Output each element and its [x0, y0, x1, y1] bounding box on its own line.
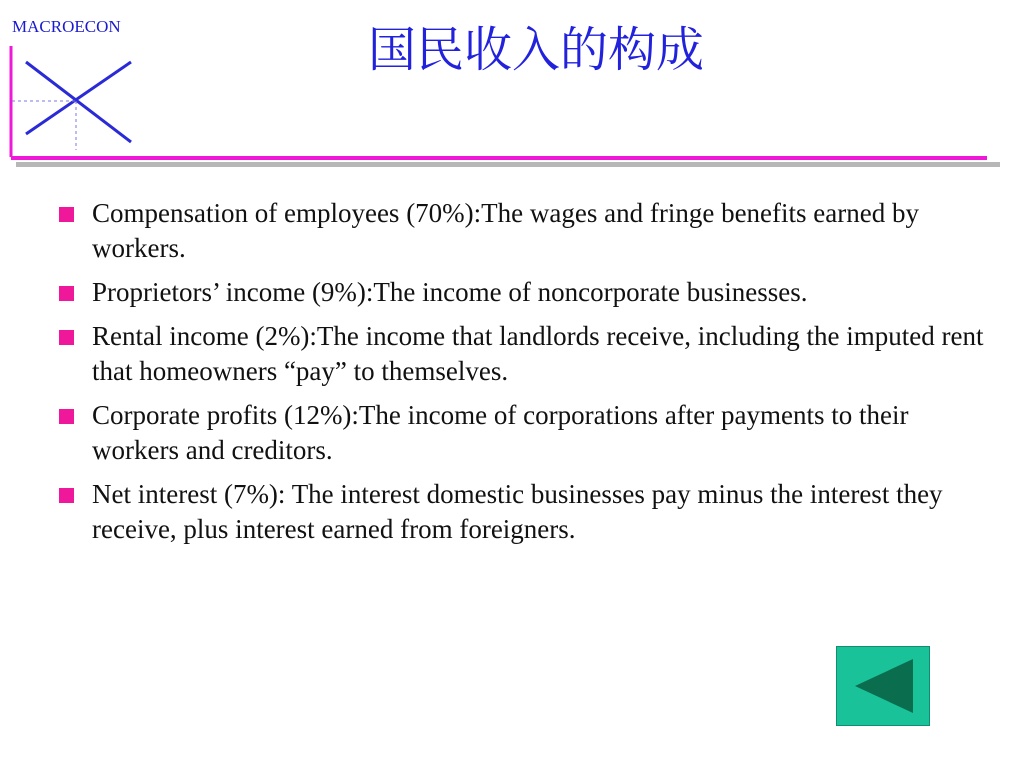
bullet-text: Net interest (7%): The interest domestic businesses pay minus the interest they receive, plus interest earned from foreigners.	[92, 479, 943, 544]
title-rule-shadow	[16, 162, 1000, 167]
square-bullet-icon	[59, 409, 74, 424]
square-bullet-icon	[59, 286, 74, 301]
bullet-text: Corporate profits (12%):The income of corporations after payments to their workers and creditors.	[92, 400, 909, 465]
square-bullet-icon	[59, 207, 74, 222]
triangle-left-icon	[837, 647, 929, 725]
square-bullet-icon	[59, 330, 74, 345]
bullet-text: Rental income (2%):The income that landlords receive, including the imputed rent that homeowners “pay” to themselves.	[92, 321, 984, 386]
back-button[interactable]	[836, 646, 930, 726]
list-item	[56, 477, 996, 547]
title-rule	[11, 156, 987, 160]
list-item	[56, 196, 996, 266]
list-item	[56, 319, 996, 389]
page-title: 国民收入的构成	[368, 22, 705, 78]
brand-label: MACROECON	[12, 17, 121, 36]
list-item	[56, 275, 996, 310]
bullet-text: Proprietors’ income (9%):The income of noncorporate businesses.	[92, 277, 808, 307]
square-bullet-icon	[59, 488, 74, 503]
list-item	[56, 398, 996, 468]
bullet-text: Compensation of employees (70%):The wages and fringe benefits earned by workers.	[92, 198, 919, 263]
bullet-list	[56, 196, 996, 556]
